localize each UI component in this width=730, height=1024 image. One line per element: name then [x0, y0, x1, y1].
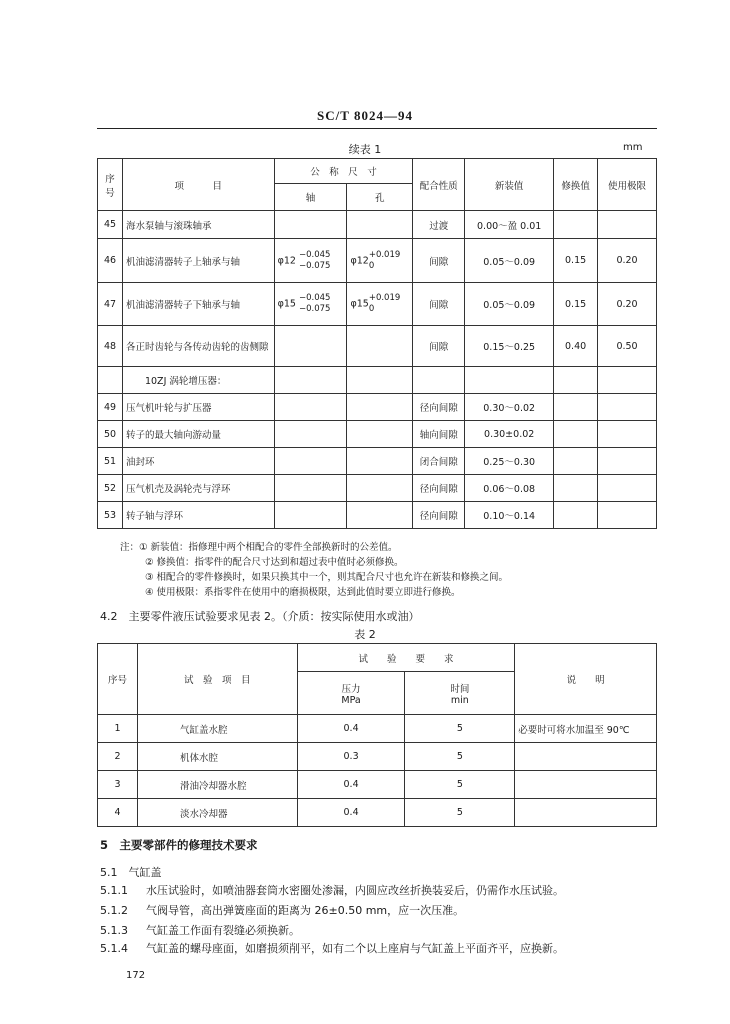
row-number: 3 — [98, 771, 138, 799]
table1-row — [98, 239, 657, 283]
row-number: 1 — [98, 715, 138, 743]
row-hole — [347, 211, 413, 239]
clause-text: 气缸盖工作面有裂缝必须换新。 — [146, 924, 300, 937]
row-number: 2 — [98, 743, 138, 771]
row-limit — [598, 211, 657, 239]
row-fit: 轴向间隙 — [413, 421, 465, 448]
table2-header-pressure — [297, 672, 405, 715]
time-unit: min — [450, 694, 469, 706]
row-item: 转子轴与浮环 — [122, 502, 274, 529]
row-hole — [347, 283, 413, 326]
row-time: 5 — [405, 743, 515, 771]
table1-row — [98, 448, 657, 475]
row-new: 0.10～0.14 — [465, 502, 554, 529]
row-number: 50 — [98, 421, 123, 448]
hole-base: φ12 — [350, 255, 369, 266]
table1-row — [98, 394, 657, 421]
hole-upper-tolerance: +0.019 — [368, 249, 401, 260]
clause-5-1-2 — [100, 902, 464, 918]
table2-row — [98, 715, 657, 743]
hole-lower-tolerance: 0 — [368, 304, 375, 314]
row-replace: 0.15 — [554, 283, 598, 326]
row-hole — [347, 326, 413, 367]
table1-row — [98, 475, 657, 502]
row-description: 必要时可将水加温至 90℃ — [515, 715, 657, 743]
row-limit: 0.20 — [598, 283, 657, 326]
row-fit: 间隙 — [413, 283, 465, 326]
pressure-unit: MPa — [341, 694, 361, 706]
table1-header-replace: 修换值 — [554, 159, 598, 211]
row-item: 淡水冷却器 — [137, 799, 297, 827]
table1-header-seq: 序号 — [98, 159, 123, 211]
row-description — [515, 743, 657, 771]
table2 — [97, 643, 657, 827]
table1-row — [98, 211, 657, 239]
row-hole — [347, 239, 413, 283]
note-2: ② 修换值：指零件的配合尺寸达到和超过表中值时必须修换。 — [145, 557, 404, 568]
row-description — [515, 771, 657, 799]
clause-number: 5.1.4 — [100, 942, 128, 955]
row-number: 49 — [98, 394, 123, 421]
table1-row — [98, 326, 657, 367]
row-number: 48 — [98, 326, 123, 367]
section-5-1-title: 5.1 气缸盖 — [100, 866, 162, 879]
row-limit: 0.20 — [598, 239, 657, 283]
row-number: 4 — [98, 799, 138, 827]
row-new: 0.30～0.02 — [465, 394, 554, 421]
table1-row — [98, 502, 657, 529]
row-item: 机体水腔 — [137, 743, 297, 771]
section-5-title: 5 主要零部件的修理技术要求 — [100, 838, 258, 852]
row-number: 47 — [98, 283, 123, 326]
table2-row — [98, 799, 657, 827]
table1-unit: mm — [623, 142, 643, 153]
row-new: 0.30±0.02 — [465, 421, 554, 448]
table1-header-hole: 孔 — [347, 184, 413, 211]
shaft-base: φ15 — [277, 298, 296, 310]
row-description — [515, 799, 657, 827]
row-item: 气缸盖水腔 — [137, 715, 297, 743]
table1-header-nominal: 公 称 尺 寸 — [274, 159, 413, 184]
note-4: ④ 使用极限：系指零件在使用中的磨损极限，达到此值时要立即进行修换。 — [145, 587, 461, 598]
table2-row — [98, 771, 657, 799]
row-time: 5 — [405, 799, 515, 827]
row-time: 5 — [405, 771, 515, 799]
row-fit: 闭合间隙 — [413, 448, 465, 475]
row-item: 油封环 — [122, 448, 274, 475]
table1-header-limit: 使用极限 — [598, 159, 657, 211]
clause-5-1-4 — [100, 940, 564, 956]
shaft-upper-tolerance: −0.045 — [298, 249, 331, 260]
table2-header-requirements: 试 验 要 求 — [297, 644, 515, 672]
header-rule — [97, 128, 657, 129]
row-number: 45 — [98, 211, 123, 239]
row-number: 53 — [98, 502, 123, 529]
row-replace: 0.15 — [554, 239, 598, 283]
row-number: 46 — [98, 239, 123, 283]
table1-row — [98, 421, 657, 448]
row-pressure: 0.4 — [297, 715, 405, 743]
shaft-lower-tolerance: −0.075 — [298, 260, 331, 271]
row-pressure: 0.4 — [297, 771, 405, 799]
table1-header-item: 项 目 — [122, 159, 274, 211]
row-pressure: 0.3 — [297, 743, 405, 771]
page-number: 172 — [126, 970, 146, 981]
table1-caption: 续表 1 — [348, 143, 382, 156]
clause-number: 5.1.2 — [100, 904, 128, 917]
row-item: 压气机叶轮与扩压器 — [122, 394, 274, 421]
table2-header-description: 说 明 — [515, 644, 657, 715]
table1-notes — [120, 540, 508, 600]
clause-number: 5.1.3 — [100, 924, 128, 937]
row-new: 0.06～0.08 — [465, 475, 554, 502]
clause-5-1-3 — [100, 922, 300, 938]
table1-group-row — [98, 367, 657, 394]
clause-text: 气阀导管，高出弹簧座面的距离为 26±0.50 mm，应一次压准。 — [146, 904, 465, 917]
hole-base: φ15 — [350, 298, 369, 310]
row-item: 机油滤清器转子下轴承与轴 — [122, 283, 274, 326]
document-code: SC/T 8024—94 — [317, 108, 413, 123]
row-item: 各正时齿轮与各传动齿轮的齿侧隙 — [122, 326, 274, 367]
shaft-lower-tolerance: −0.075 — [298, 304, 331, 314]
row-replace: 0.40 — [554, 326, 598, 367]
row-item: 压气机壳及涡轮壳与浮环 — [122, 475, 274, 502]
row-time: 5 — [405, 715, 515, 743]
row-fit: 径向间隙 — [413, 475, 465, 502]
time-label: 时间 — [450, 683, 470, 695]
table2-header-item: 试 验 项 目 — [137, 644, 297, 715]
row-number: 52 — [98, 475, 123, 502]
hole-upper-tolerance: +0.019 — [368, 293, 401, 303]
clause-number: 5.1.1 — [100, 884, 128, 897]
shaft-base: φ12 — [277, 255, 296, 266]
table1-header-shaft: 轴 — [274, 184, 347, 211]
table2-row — [98, 743, 657, 771]
table2-header-time — [405, 672, 515, 715]
shaft-upper-tolerance: −0.045 — [298, 293, 331, 303]
row-shaft — [274, 211, 347, 239]
table1 — [97, 158, 657, 529]
table2-header-seq: 序号 — [98, 644, 138, 715]
clause-text: 水压试验时，如喷油器套筒水密圈处渗漏，内圆应改丝折换装妥后，仍需作水压试验。 — [146, 884, 564, 897]
paragraph-4-2: 4.2 主要零件液压试验要求见表 2。（介质：按实际使用水或油） — [100, 610, 420, 623]
row-new: 0.05～0.09 — [465, 239, 554, 283]
row-new: 0.05～0.09 — [465, 283, 554, 326]
row-item: 机油滤清器转子上轴承与轴 — [122, 239, 274, 283]
hole-lower-tolerance: 0 — [368, 260, 375, 271]
row-limit: 0.50 — [598, 326, 657, 367]
row-pressure: 0.4 — [297, 799, 405, 827]
row-item: 转子的最大轴向游动量 — [122, 421, 274, 448]
row-fit: 间隙 — [413, 239, 465, 283]
row-number: 51 — [98, 448, 123, 475]
row-new: 0.25～0.30 — [465, 448, 554, 475]
note-1: 注：① 新装值：指修理中两个相配合的零件全部换新时的公差值。 — [120, 542, 398, 553]
clause-5-1-1 — [100, 882, 564, 898]
table1-header-fit: 配合性质 — [413, 159, 465, 211]
row-fit: 径向间隙 — [413, 394, 465, 421]
clause-text: 气缸盖的螺母座面，如磨损须削平，如有二个以上座肩与气缸盖上平面齐平，应换新。 — [146, 942, 564, 955]
row-replace — [554, 211, 598, 239]
row-fit: 径向间隙 — [413, 502, 465, 529]
row-shaft — [274, 326, 347, 367]
row-fit: 间隙 — [413, 326, 465, 367]
pressure-label: 压力 — [341, 683, 361, 695]
row-shaft — [274, 239, 347, 283]
table1-row — [98, 283, 657, 326]
table1-header-new: 新装值 — [465, 159, 554, 211]
row-shaft — [274, 283, 347, 326]
group-title: 10ZJ 涡轮增压器： — [122, 367, 274, 394]
note-3: ③ 相配合的零件修换时，如果只换其中一个，则其配合尺寸也允许在新装和修换之间。 — [145, 572, 509, 583]
row-fit: 过渡 — [413, 211, 465, 239]
row-item: 海水泵轴与滚珠轴承 — [122, 211, 274, 239]
row-new: 0.15～0.25 — [465, 326, 554, 367]
row-new: 0.00～盈 0.01 — [465, 211, 554, 239]
row-item: 滑油冷却器水腔 — [137, 771, 297, 799]
table2-caption: 表 2 — [354, 628, 376, 641]
